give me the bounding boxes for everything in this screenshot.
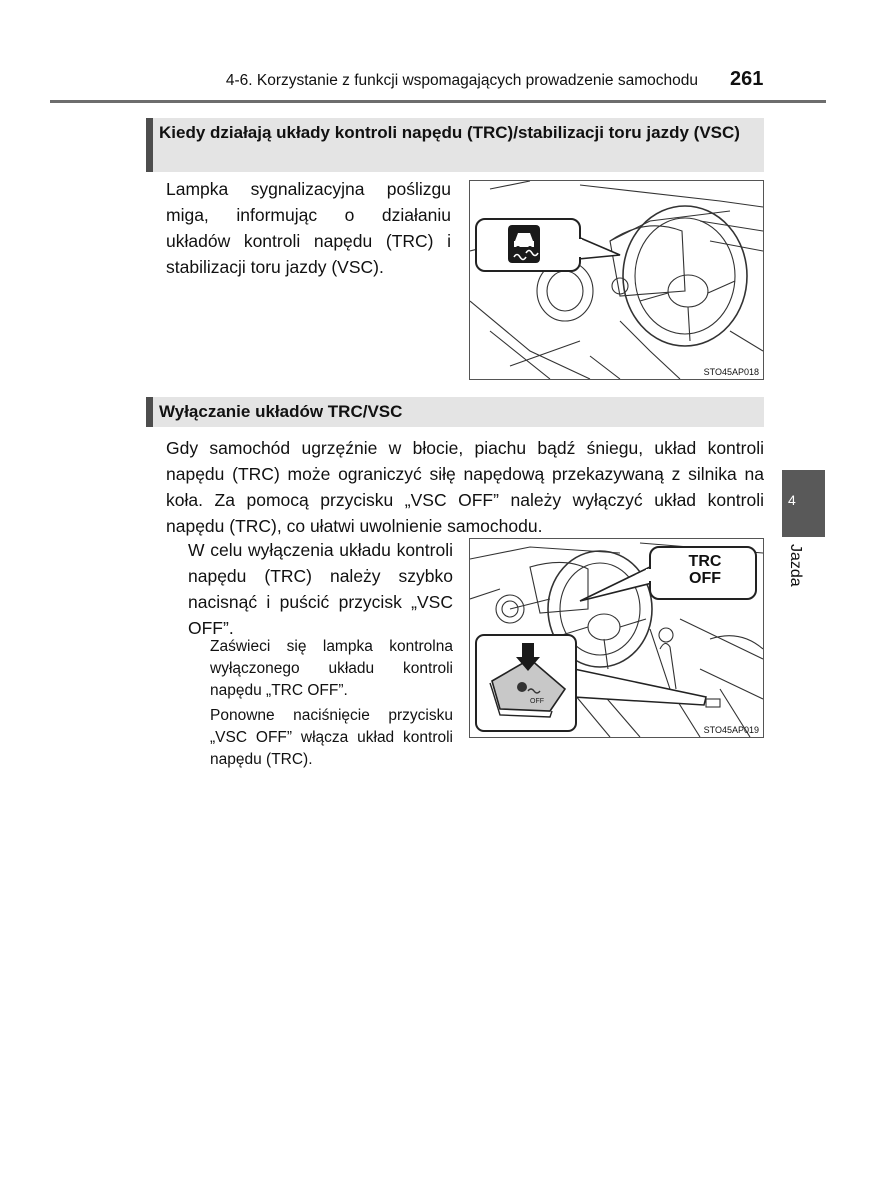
page-number: 261	[730, 68, 764, 90]
section2-intro-paragraph: Gdy samochód ugrzęźnie w błocie, piachu bądź śniegu, układ kontroli napędu (TRC) może ograniczyć siłę napędową przekazywaną z silnika na koła. Za pomocą przycisku „VSC OFF” należy wyłączyć układ kontroli napędu (TRC), co ułatwi uwolnienie samochodu.	[166, 438, 764, 536]
section-heading-trc-vsc-operation: Kiedy działają układy kontroli napędu (TRC)/stabilizacji toru jazdy (VSC)	[146, 118, 764, 172]
chapter-label: Jazda	[787, 544, 804, 587]
section1-paragraph: Lampka sygnalizacyjna poślizgu miga, informując o działaniu układów kontroli napędu (TRC) i stabilizacji toru jazdy (VSC).	[166, 179, 451, 277]
chapter-tab	[782, 470, 825, 537]
header-divider	[50, 100, 826, 103]
svg-text:OFF: OFF	[530, 698, 544, 705]
figure-vsc-off-button	[469, 538, 764, 738]
trc-off-callout-text: TRC OFF	[688, 553, 722, 587]
dashboard-illustration	[470, 181, 763, 379]
chapter-number: 4	[788, 492, 796, 508]
figure-dashboard-slip-indicator	[469, 180, 764, 380]
figure-code: STO45AP019	[703, 725, 759, 735]
figure-code: STO45AP018	[703, 367, 759, 377]
note-indicator-on: Zaświeci się lampka kontrolna wyłączonego układu kontroli napędu „TRC OFF”.	[210, 638, 453, 699]
section-heading-trc-vsc-off: Wyłączanie układów TRC/VSC	[146, 397, 764, 427]
slip-indicator-icon	[508, 225, 540, 263]
note-press-again: Ponowne naciśnięcie przycisku „VSC OFF” włącza układ kontroli napędu (TRC).	[210, 707, 453, 768]
instruction-paragraph: W celu wyłączenia układu kontroli napędu (TRC) należy szybko nacisnąć i puścić przycisk „VSC OFF”.	[188, 540, 453, 638]
running-header: 4-6. Korzystanie z funkcji wspomagających prowadzenie samochodu	[225, 72, 698, 89]
